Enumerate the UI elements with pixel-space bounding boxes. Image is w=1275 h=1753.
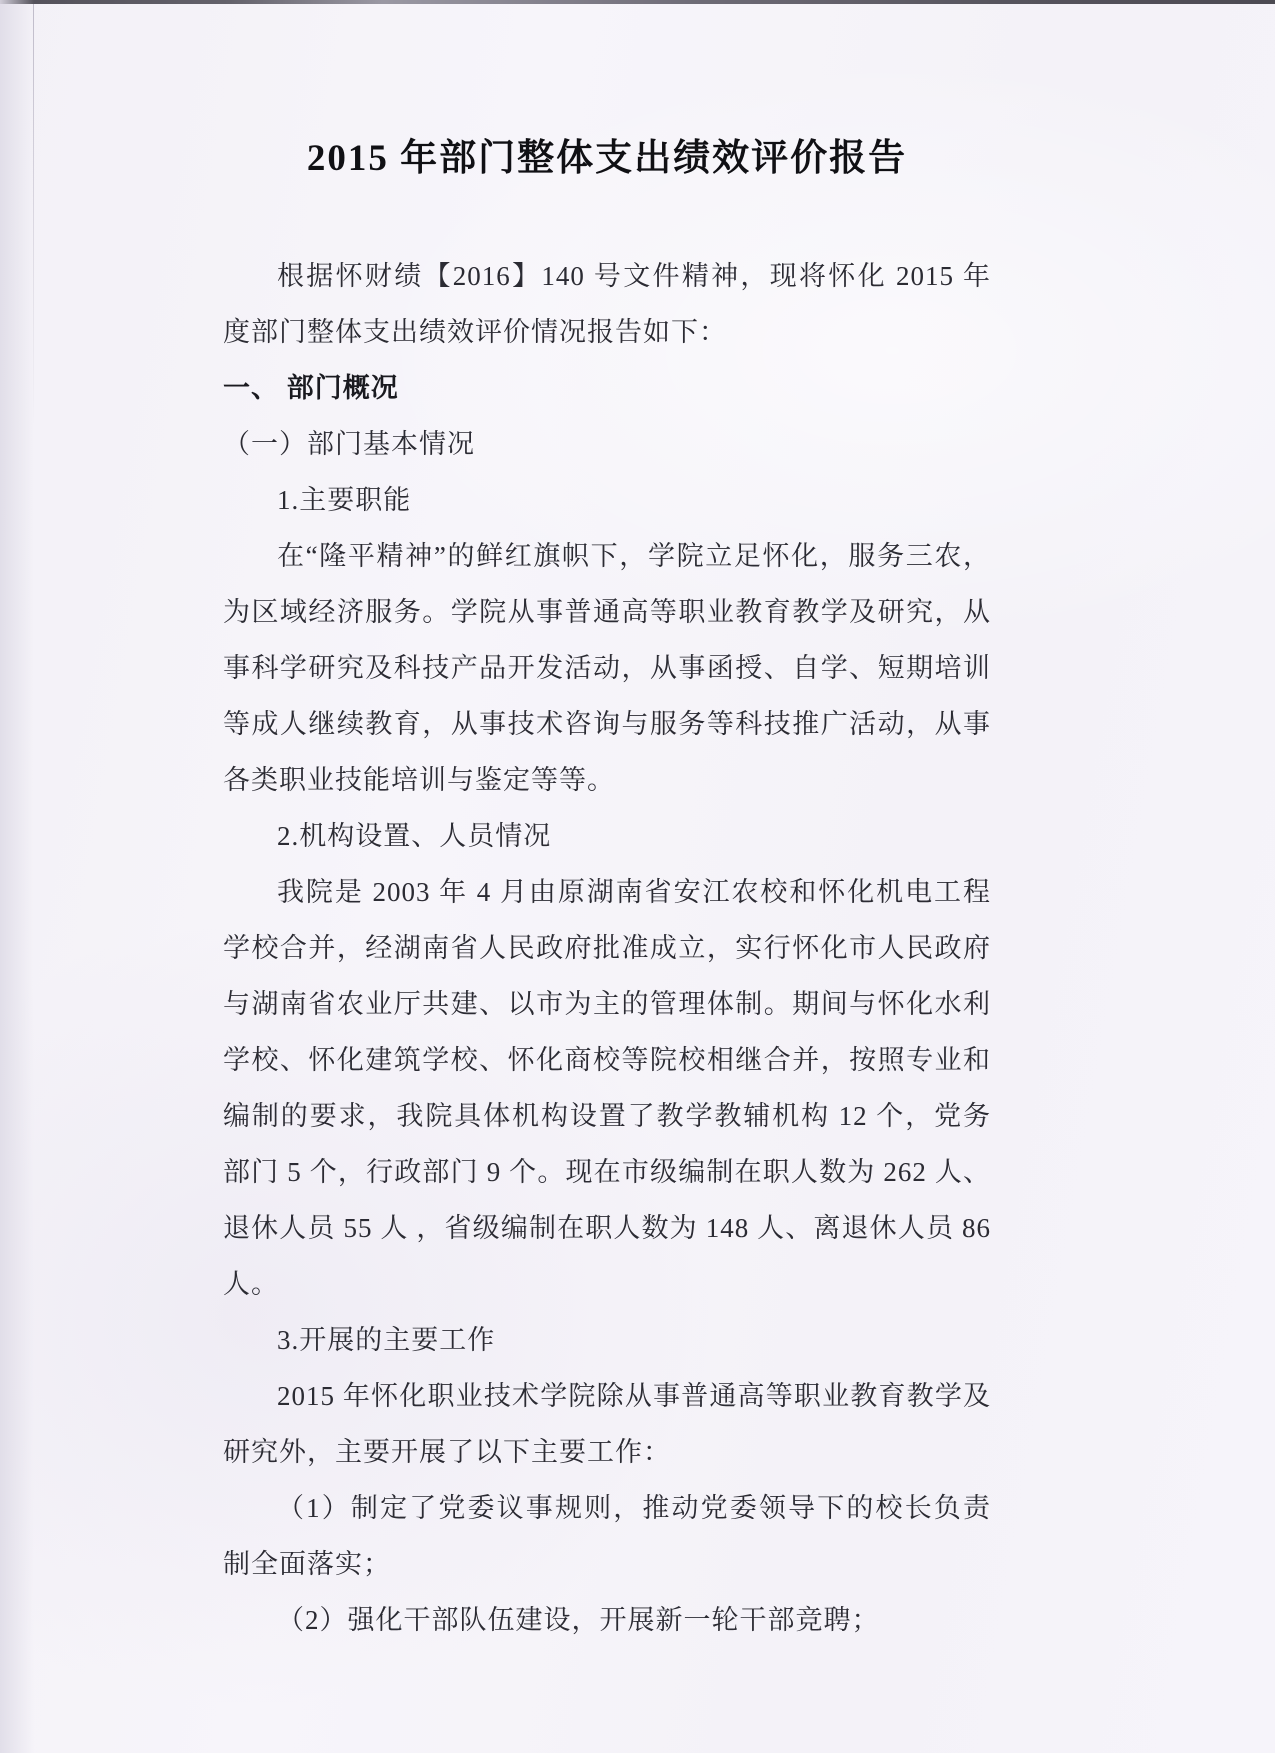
section-heading-1: 一、 部门概况 xyxy=(223,373,399,403)
paragraph-main-functions: 在“隆平精神”的鲜红旗帜下，学院立足怀化，服务三农，为区域经济服务。学院从事普通高等职业教育教学及研究，从事科学研究及科技产品开发活动，从事函授、自学、短期培训等成人继续教育，从事技术咨询与服务等科技推广活动，从事各类职业技能培训与鉴定等等。 xyxy=(223,541,991,795)
paragraph-main-work-intro: 2015 年怀化职业技术学院除从事普通高等职业教育教学及研究外，主要开展了以下主要工作： xyxy=(223,1381,991,1467)
scan-top-edge-artifact xyxy=(0,0,1275,4)
paragraph-organization-staff: 我院是 2003 年 4 月由原湖南省安江农校和怀化机电工程学校合并，经湖南省人民政府批准成立，实行怀化市人民政府与湖南省农业厅共建、以市为主的管理体制。期间与怀化水利学校、怀化建筑学校、怀化商校等院校相继合并，按照专业和编制的要求，我院具体机构设置了教学教辅机构 12 个，党务部门 5 个，行政部门 9 个。现在市级编制在职人数为 262 人、退休人员 55 人 ，省级编制在职人数为 148 人、离退休人员 86 人。 xyxy=(223,877,991,1299)
subsection-heading-1-1: （一）部门基本情况 xyxy=(223,429,475,459)
paragraph-work-item-1: （1）制定了党委议事规则，推动党委领导下的校长负责制全面落实； xyxy=(223,1493,991,1579)
numbered-heading-1: 1.主要职能 xyxy=(277,485,412,515)
scan-paper-edge-line xyxy=(33,4,34,424)
scan-left-shade xyxy=(0,0,34,1753)
paragraph-work-item-2: （2）强化干部队伍建设，开展新一轮干部竞聘； xyxy=(277,1605,880,1635)
document-body xyxy=(223,128,991,1648)
numbered-heading-3: 3.开展的主要工作 xyxy=(277,1325,496,1355)
intro-paragraph: 根据怀财绩【2016】140 号文件精神，现将怀化 2015 年度部门整体支出绩效评价情况报告如下： xyxy=(223,261,991,347)
document-title: 2015 年部门整体支出绩效评价报告 xyxy=(306,138,908,179)
numbered-heading-2: 2.机构设置、人员情况 xyxy=(277,821,552,851)
